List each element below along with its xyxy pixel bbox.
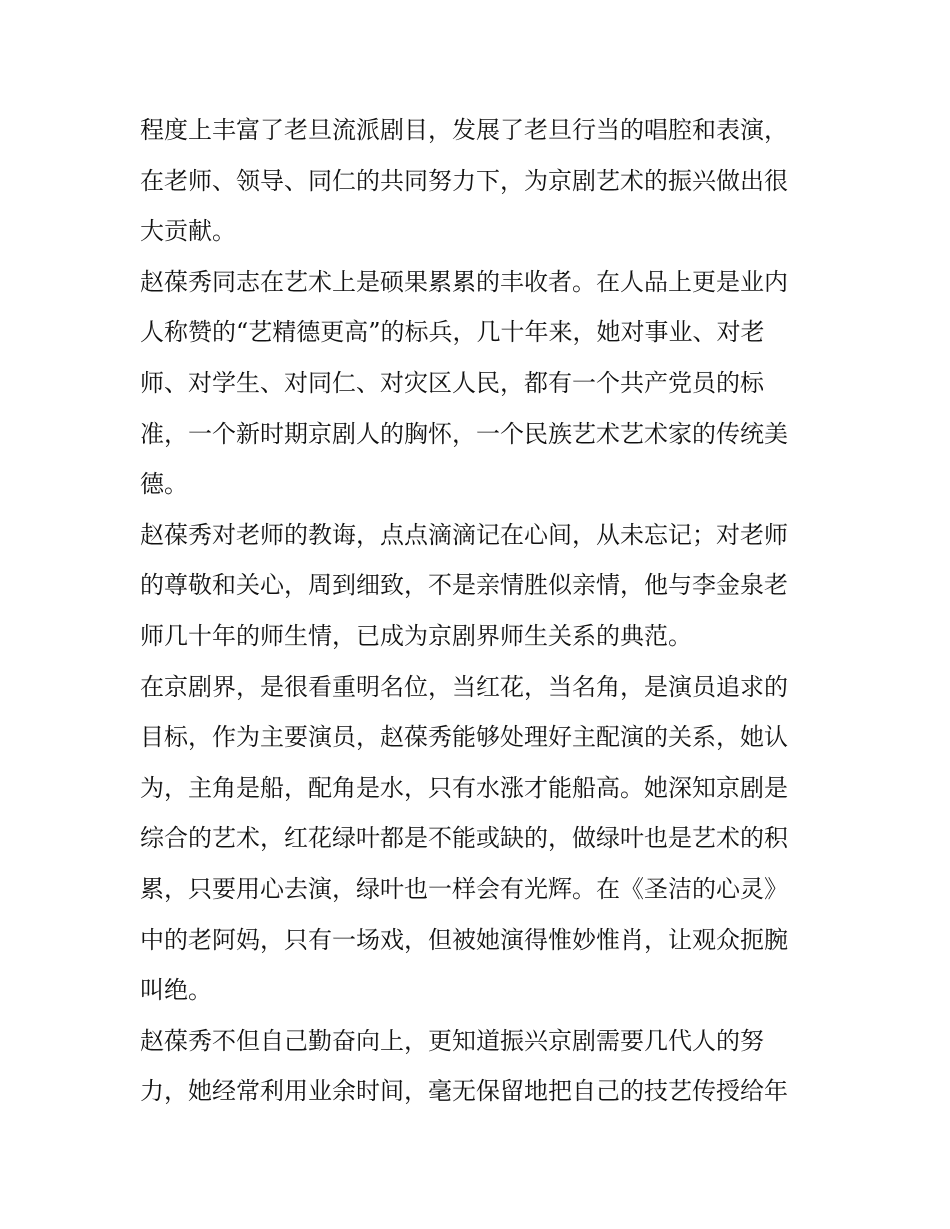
paragraph: [140, 510, 812, 662]
paragraph: [140, 662, 812, 1016]
text-line: 在京剧界，是很看重明名位，当红花，当名角，是演员追求的: [140, 672, 788, 701]
text-line: 目标，作为主要演员，赵葆秀能够处理好主配演的关系，她认: [140, 723, 788, 752]
text-line: 程度上丰富了老旦流派剧目，发展了老旦行当的唱腔和表演，: [140, 116, 788, 144]
text-line: 大贡献。: [140, 217, 236, 246]
text-line: 赵葆秀不但自己勤奋向上，更知道振兴京剧需要几代人的努: [140, 1026, 764, 1055]
text-line: 在老师、领导、同仁的共同努力下，为京剧艺术的振兴做出很: [140, 166, 788, 195]
text-line: 赵葆秀对老师的教诲，点点滴滴记在心间，从未忘记；对老师: [140, 520, 788, 549]
document-body: [140, 105, 812, 1117]
paragraph: [140, 257, 812, 510]
paragraph: [140, 105, 812, 257]
text-line: 师几十年的师生情，已成为京剧界师生关系的典范。: [140, 621, 692, 650]
text-line: 赵葆秀同志在艺术上是硕果累累的丰收者。在人品上更是业内: [140, 267, 788, 296]
text-line: 综合的艺术，红花绿叶都是不能或缺的，做绿叶也是艺术的积: [140, 824, 788, 853]
text-line: 叫绝。: [140, 976, 212, 1005]
text-line: 力，她经常利用业余时间，毫无保留地把自己的技艺传授给年: [140, 1077, 788, 1106]
text-line: 人称赞的“艺精德更高”的标兵，几十年来，她对事业、对老: [140, 318, 765, 347]
text-line: 师、对学生、对同仁、对灾区人民，都有一个共产党员的标: [140, 368, 764, 397]
text-line: 的尊敬和关心，周到细致，不是亲情胜似亲情，他与李金泉老: [140, 571, 788, 600]
text-line: 为，主角是船，配角是水，只有水涨才能船高。她深知京剧是: [140, 773, 788, 802]
text-line: 中的老阿妈，只有一场戏，但被她演得惟妙惟肖，让观众扼腕: [140, 925, 788, 954]
text-line: 德。: [140, 470, 188, 499]
text-line: 累，只要用心去演，绿叶也一样会有光辉。在《圣洁的心灵》: [140, 874, 788, 903]
paragraph: [140, 1016, 812, 1117]
text-line: 准，一个新时期京剧人的胸怀，一个民族艺术艺术家的传统美: [140, 419, 788, 448]
